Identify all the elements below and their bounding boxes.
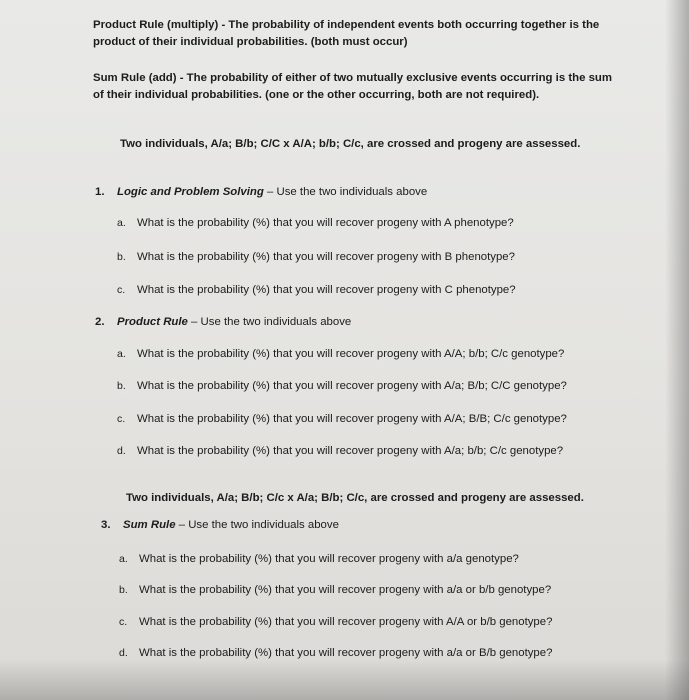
question-3-title: Sum Rule [123, 519, 176, 531]
product-rule-line-1: Product Rule (multiply) - The probability of independent events both occurring together is the [93, 19, 600, 31]
page-edge-shadow [665, 0, 689, 700]
question-2a: a. What is the probability (%) that you will recover progeny with A/A; b/b; C/c genotype? [117, 348, 565, 360]
question-2d: d. What is the probability (%) that you will recover progeny with A/a; b/b; C/c genotype? [117, 445, 564, 457]
question-3d: d. What is the probability (%) that you will recover progeny with a/a or B/b genotype? [119, 647, 553, 659]
question-1-number: 1. [95, 186, 105, 198]
question-1-instruction: – Use the two individuals above [263, 186, 428, 198]
question-2c: c. What is the probability (%) that you will recover progeny with A/A; B/B; C/c genotype? [117, 413, 567, 425]
question-2-title: Product Rule [117, 316, 188, 328]
sum-rule-line-1: Sum Rule (add) - The probability of either of two mutually exclusive events occurring is the sum [93, 72, 612, 84]
question-2-instruction: – Use the two individuals above [187, 316, 352, 328]
question-1b: b. What is the probability (%) that you will recover progeny with B phenotype? [117, 251, 515, 263]
question-3-heading [101, 517, 339, 533]
question-3c: c. What is the probability (%) that you will recover progeny with A/A or b/b genotype? [119, 616, 553, 628]
question-3-instruction: – Use the two individuals above [175, 519, 339, 531]
cross-2-statement: Two individuals, A/a; B/b; C/c x A/a; B/b; C/c, are crossed and progeny are assessed. [126, 492, 584, 504]
question-1a: a. What is the probability (%) that you will recover progeny with A phenotype? [117, 217, 514, 229]
sum-rule-line-2: of their individual probabilities. (one or the other occurring, both are not required). [93, 89, 540, 101]
question-3-number: 3. [101, 519, 111, 531]
question-2b: b. What is the probability (%) that you will recover progeny with A/a; B/b; C/C genotype? [117, 380, 567, 392]
question-2-number: 2. [95, 316, 105, 328]
question-2-heading [95, 314, 351, 330]
page-bottom-shadow [0, 660, 689, 700]
product-rule-line-2: product of their individual probabilities. (both must occur) [93, 36, 408, 48]
question-1c: c. What is the probability (%) that you will recover progeny with C phenotype? [117, 284, 516, 296]
question-1-title: Logic and Problem Solving [117, 186, 264, 198]
question-3a: a. What is the probability (%) that you will recover progeny with a/a genotype? [119, 553, 519, 565]
cross-1-statement: Two individuals, A/a; B/b; C/C x A/A; b/b; C/c, are crossed and progeny are assessed. [120, 138, 581, 150]
question-3b: b. What is the probability (%) that you will recover progeny with a/a or b/b genotype? [119, 584, 552, 596]
question-1-heading [95, 184, 427, 200]
